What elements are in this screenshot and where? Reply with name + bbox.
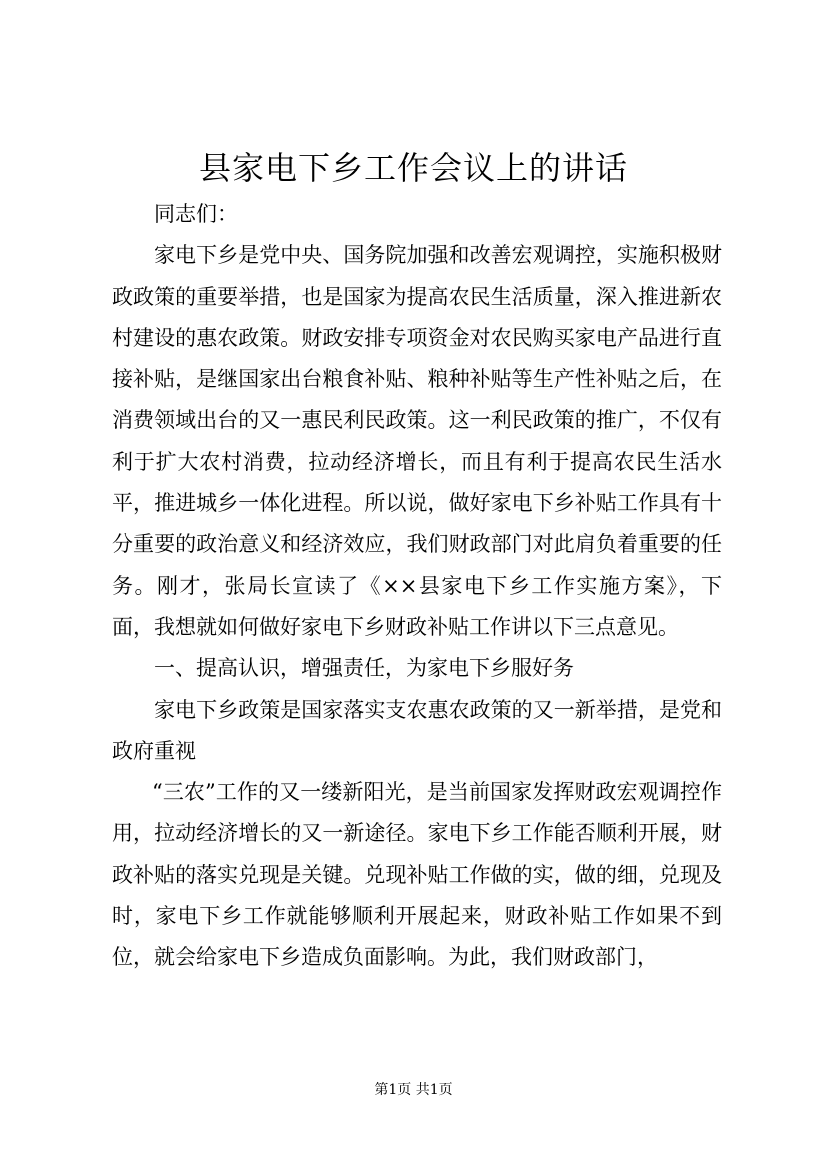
document-body (112, 194, 722, 979)
intro-paragraph: 家电下乡是党中央、国务院加强和改善宏观调控，实施积极财政政策的重要举措，也是国家为提高农民生活质量，深入推进新农村建设的惠农政策。财政安排专项资金对农民购买家电产品进行直接补贴，是继国家出台粮食补贴、粮种补贴等生产性补贴之后，在消费领域出台的又一惠民利民政策。这一利民政策的推广，不仅有利于扩大农村消费，拉动经济增长，而且有利于提高农民生活水平，推进城乡一体化进程。所以说，做好家电下乡补贴工作具有十分重要的政治意义和经济效应，我们财政部门对此肩负着重要的任务。刚才，张局长宣读了《××县家电下乡工作实施方案》，下面，我想就如何做好家电下乡财政补贴工作讲以下三点意见。 (112, 243, 722, 639)
page-footer: 第1页 共1页 (374, 1082, 453, 1098)
salutation-paragraph: 同志们： (154, 202, 238, 226)
section-heading-one: 一、提高认识，增强责任，为家电下乡服好务 (154, 656, 574, 681)
section-one-paragraph-start: 家电下乡政策是国家落实支农惠农政策的又一新举措，是党和政府重视 (112, 697, 722, 763)
section-one-paragraph-continued: “三农”工作的又一缕新阳光，是当前国家发挥财政宏观调控作用，拉动经济增长的又一新途径。家电下乡工作能否顺利开展，财政补贴的落实兑现是关键。兑现补贴工作做的实，做的细，兑现及时，家电下乡工作就能够顺利开展起来，财政补贴工作如果不到位，就会给家电下乡造成负面影响。为此，我们财政部门， (112, 780, 722, 970)
document-title: 县家电下乡工作会议上的讲话 (198, 149, 628, 187)
